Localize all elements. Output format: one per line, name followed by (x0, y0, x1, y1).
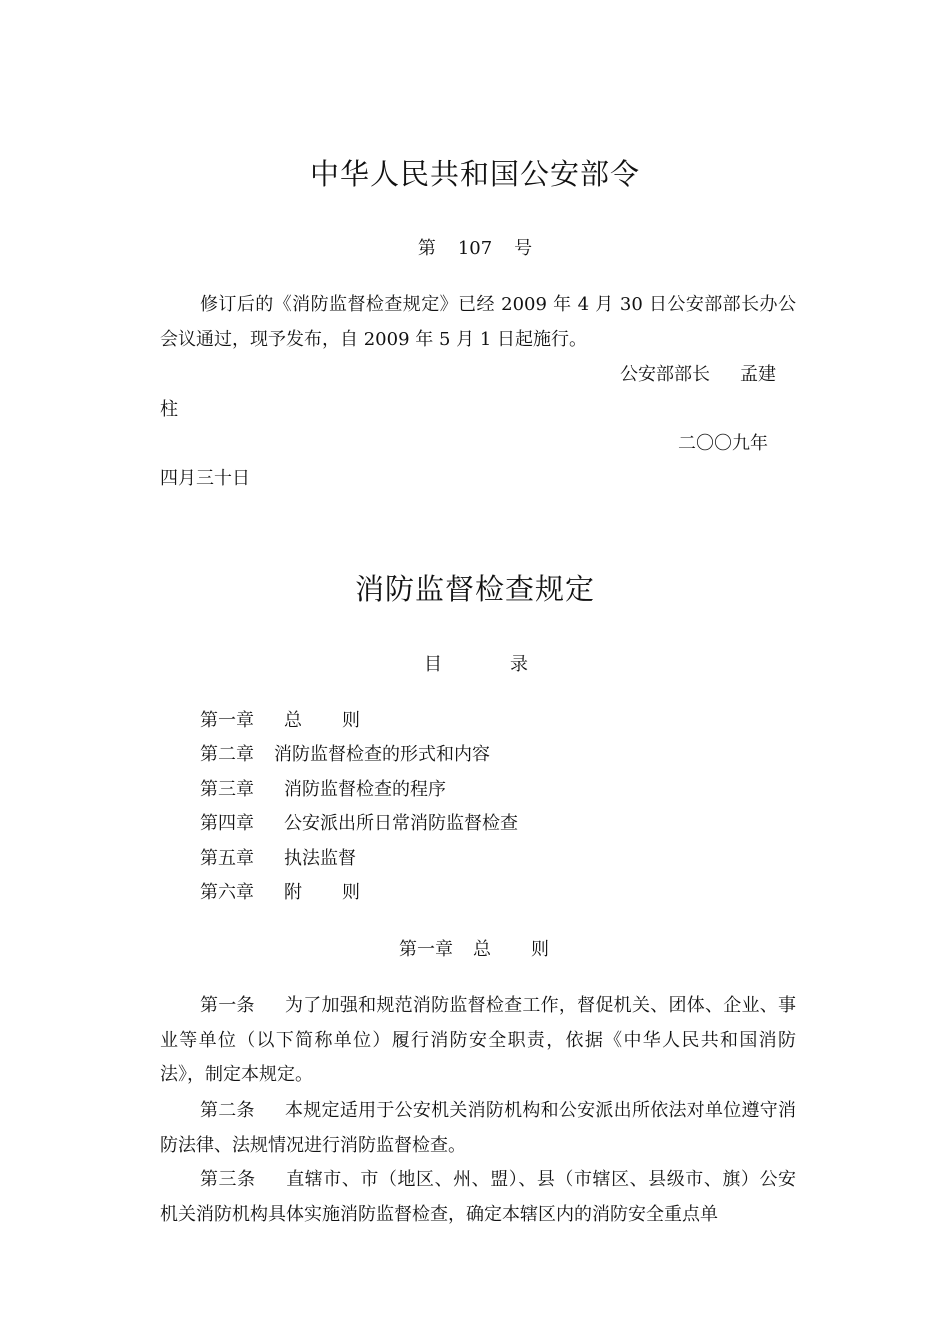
toc-item (200, 876, 360, 910)
chapter-title: 则 (531, 939, 549, 960)
signer-title: 公安部部长 (620, 364, 710, 385)
toc-heading-right: 录 (510, 654, 528, 675)
order-title: 中华人民共和国公安部令 (309, 157, 640, 191)
article-text: 直辖市、市（地区、州、盟）、县（市辖区、县级市、旗）公安机关消防机构具体实施消防监督检查，确定本辖区内的消防安全重点单 (160, 1169, 797, 1225)
signer-name-continued: 柱 (160, 399, 178, 420)
chapter-heading (399, 933, 549, 967)
toc-chapter: 第五章 (200, 848, 254, 869)
order-date: 二〇〇九年 (678, 433, 768, 454)
regulation-title: 消防监督检查规定 (354, 572, 595, 606)
article-text: 本规定适用于公安机关消防机构和公安派出所依法对单位遵守消防法律、法规情况进行消防监督检查。 (160, 1100, 797, 1156)
chapter-title: 总 (473, 939, 491, 960)
toc-chapter: 第三章 (200, 779, 254, 800)
toc-title: 公安派出所日常消防监督检查 (284, 813, 518, 834)
order-number-value: 107 (457, 238, 493, 259)
toc-item (200, 773, 446, 807)
article-label: 第二条 (200, 1100, 255, 1121)
chapter-number: 第一章 (399, 939, 453, 960)
article-label: 第三条 (200, 1169, 256, 1190)
toc-title: 附 (284, 882, 302, 903)
toc-item (200, 738, 490, 772)
order-announcement: 修订后的《消防监督检查规定》已经 2009 年 4 月 30 日公安部部长办公会议通过，现予发布，自 2009 年 5 月 1 日起施行。 (160, 294, 796, 350)
signer-name: 孟建 (740, 364, 776, 385)
toc-heading (424, 648, 528, 682)
toc-title: 消防监督检查的形式和内容 (274, 744, 490, 765)
order-number (0, 232, 950, 266)
article-3 (160, 1163, 796, 1232)
article-text: 为了加强和规范消防监督检查工作，督促机关、团体、企业、事业等单位（以下简称单位）履行消防安全职责，依据《中华人民共和国消防法》，制定本规定。 (160, 995, 797, 1085)
article-1 (160, 989, 796, 1093)
toc-chapter: 第二章 (200, 744, 254, 765)
toc-chapter: 第六章 (200, 882, 254, 903)
order-date-continued: 四月三十日 (160, 468, 250, 489)
signer-line (620, 358, 776, 392)
toc-title: 执法监督 (284, 848, 356, 869)
toc-item (200, 807, 518, 841)
toc-chapter: 第一章 (200, 710, 254, 731)
toc-heading-left: 目 (424, 654, 442, 675)
article-label: 第一条 (200, 995, 255, 1016)
article-2 (160, 1094, 796, 1163)
toc-title: 总 (284, 710, 302, 731)
order-number-suffix: 号 (514, 238, 533, 259)
toc-title: 则 (342, 882, 360, 903)
toc-item (200, 704, 360, 738)
toc-item (200, 842, 356, 876)
order-number-prefix: 第 (417, 238, 436, 259)
toc-title: 则 (342, 710, 360, 731)
toc-chapter: 第四章 (200, 813, 254, 834)
toc-title: 消防监督检查的程序 (284, 779, 446, 800)
